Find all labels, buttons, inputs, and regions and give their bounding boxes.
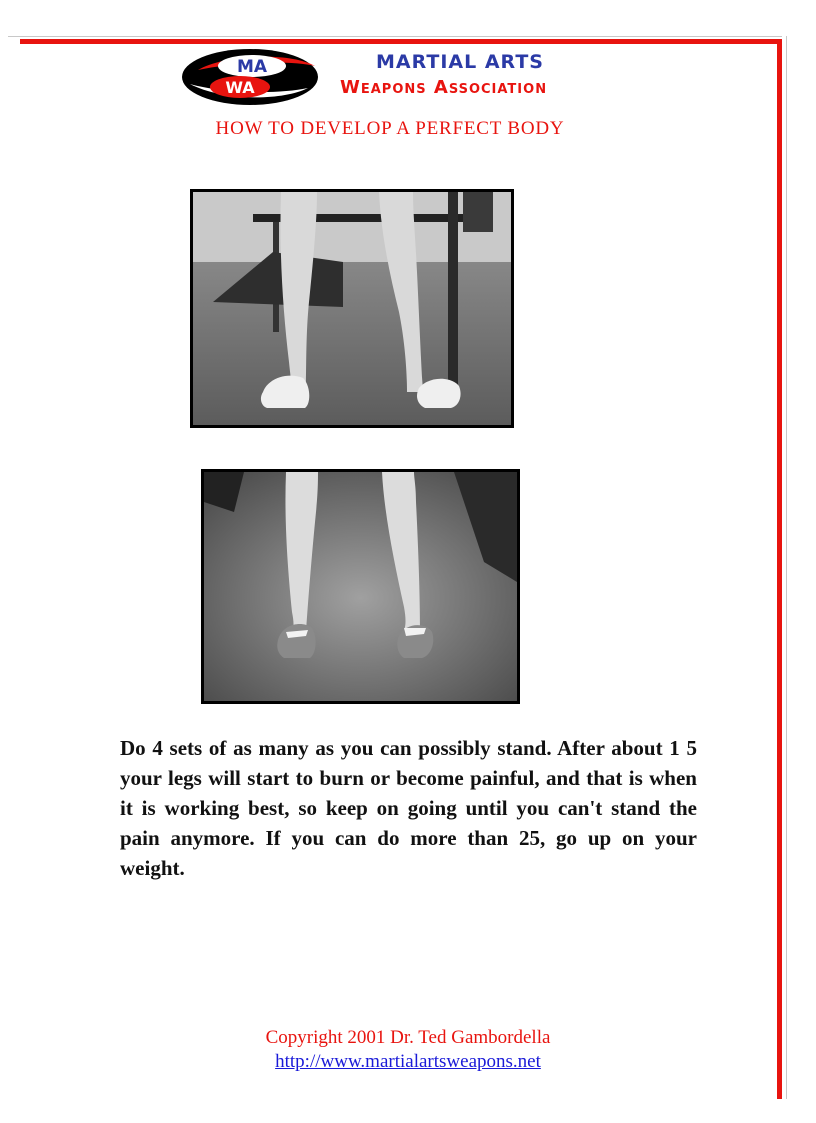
page-border-right-thin (786, 36, 787, 1099)
page-border-top (20, 39, 782, 44)
website-link[interactable]: http://www.martialartsweapons.net (275, 1051, 541, 1072)
association-logo (180, 48, 640, 108)
mawa-emblem-icon (180, 48, 330, 106)
copyright-notice: Copyright 2001 Dr. Ted Gambordella (265, 1027, 551, 1048)
logo-letters-top: MA (236, 57, 268, 77)
calf-raise-photo-down (201, 469, 520, 704)
logo-line-weapons-association: Weapons Association (340, 77, 548, 98)
page-subtitle: HOW TO DEVELOP A PERFECT BODY (215, 118, 565, 139)
logo-line-martial-arts: MARTIAL ARTS (376, 51, 544, 73)
instruction-paragraph: Do 4 sets of as many as you can possibly stand. After about 1 5 your legs will start to burn or become painful, and that is when it is working best, so keep on going until you can't stand the pain anymore. If you can do more than 25, go up on your weight. (120, 736, 697, 880)
page-border-top-thin (8, 36, 782, 37)
page-footer (0, 1026, 816, 1074)
logo-letters-bottom: WA (225, 78, 255, 97)
page-border-right (777, 39, 782, 1099)
calf-raise-photo-up (190, 189, 514, 428)
